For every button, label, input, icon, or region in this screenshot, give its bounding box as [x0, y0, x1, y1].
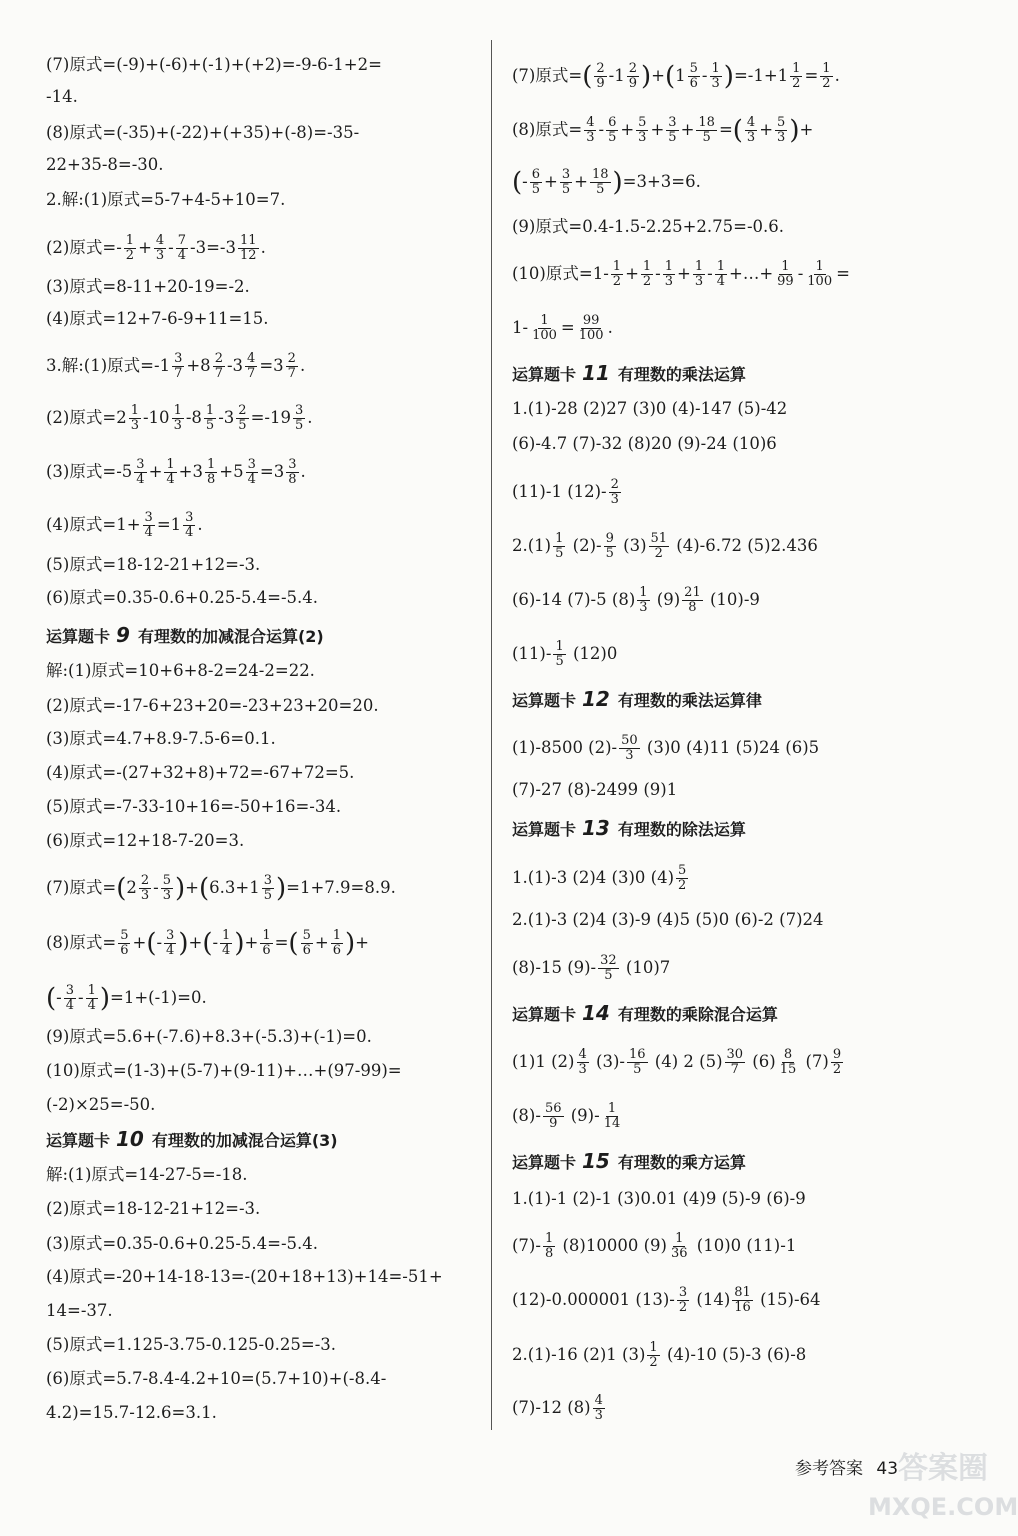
answer-line: 2.解:(1)原式=5-7+4-5+10=7.	[46, 190, 286, 209]
answer-line: (4)原式=-20+14-18-13=-(20+18+13)+14=-51+	[46, 1267, 443, 1286]
fraction: $\frac{5}{6}$	[120, 928, 129, 958]
section-heading: 运算题卡 9 有理数的加减混合运算(2)	[46, 623, 324, 647]
answer-line: (3)原式=8-11+20-19=-2.	[46, 277, 250, 296]
fraction: $\frac{5}{6}$	[689, 61, 698, 91]
fraction: $\frac{4}{3}$	[746, 115, 756, 145]
fraction: $\frac{1}{4}$	[166, 457, 175, 487]
answer-line: (6)原式=0.35-0.6+0.25-5.4=-5.4.	[46, 588, 319, 607]
page-number: 43	[876, 1459, 899, 1479]
fraction: $\frac{1}{3}$	[694, 259, 704, 289]
fraction: $\frac{1}{100}$	[532, 313, 557, 343]
section-heading: 运算题卡 12 有理数的乘法运算律	[512, 687, 762, 711]
fraction: $\frac{5}{3}$	[638, 115, 647, 145]
fraction: $\frac{51}{2}$	[650, 531, 668, 561]
answer-line: (4)原式=-(27+32+8)+72=-67+72=5.	[46, 763, 355, 782]
fraction: $\frac{1}{99}$	[777, 259, 794, 289]
fraction: $\frac{1}{5}$	[205, 403, 215, 433]
answer-line: (12)-0.000001 (13)- $\frac{3}{2}$ (14) $\frac{81}{16}$ (15)-64	[512, 1285, 821, 1315]
answer-line: 1.(1)-3 (2)4 (3)0 (4) $\frac{5}{2}$	[512, 863, 687, 893]
fraction: $\frac{8}{15}$	[779, 1047, 797, 1077]
section-heading: 运算题卡 13 有理数的除法运算	[512, 816, 746, 840]
answer-line: 3.解:(1)原式=-1 $\frac{3}{7}$ +8 $\frac{2}{7}$ -3 $\frac{4}{7}$ =3 $\frac{2}{7}$ .	[46, 351, 306, 381]
fraction: $\frac{1}{2}$	[612, 259, 622, 289]
answer-line: (- $\frac{6}{5}$ + $\frac{3}{5}$ + $\frac{18}{5}$ )=3+3=6.	[512, 167, 701, 198]
section-heading: 运算题卡 11 有理数的乘法运算	[512, 361, 746, 385]
answer-line: (1)1 (2) $\frac{4}{3}$ (3)- $\frac{16}{5}$ (4) 2 (5) $\frac{30}{7}$ (6) $\frac{8}{15}$ (7) $\frac{9}{2}$	[512, 1047, 842, 1077]
section-heading: 运算题卡 10 有理数的加减混合运算(3)	[46, 1127, 338, 1151]
fraction: $\frac{5}{2}$	[678, 863, 687, 893]
fraction: $\frac{5}{6}$	[302, 928, 311, 958]
answer-line: (8)原式= $\frac{4}{3}$ - $\frac{6}{5}$ + $\frac{5}{3}$ + $\frac{3}{5}$ + $\frac{18}{5}$ =( $\frac{4}{3}$ + $\frac{5}{3}$ )+	[512, 115, 814, 146]
fraction: $\frac{3}{5}$	[263, 873, 272, 903]
answer-line: (8)- $\frac{56}{9}$ (9)- $\frac{1}{14}$	[512, 1101, 621, 1131]
answer-line: (8)原式= $\frac{5}{6}$ +(- $\frac{3}{4}$ )+(- $\frac{1}{4}$ )+ $\frac{1}{6}$ =( $\frac{5}{6}$ + $\frac{1}{6}$ )+	[46, 928, 369, 959]
fraction: $\frac{1}{100}$	[807, 259, 833, 289]
fraction: $\frac{2}{7}$	[214, 351, 223, 381]
answer-line: (7)原式=(2 $\frac{2}{3}$ - $\frac{5}{3}$ )+(6.3+1 $\frac{3}{5}$ )=1+7.9=8.9.	[46, 873, 396, 904]
answer-line: (7)- $\frac{1}{8}$ (8)10000 (9) $\frac{1}{36}$ (10)0 (11)-1	[512, 1231, 797, 1261]
answer-line: (2)原式=2 $\frac{1}{3}$ -10 $\frac{1}{3}$ -8 $\frac{1}{5}$ -3 $\frac{2}{5}$ =-19 $\frac{3}{5}$ .	[46, 403, 313, 433]
fraction: $\frac{1}{2}$	[649, 1340, 658, 1370]
fraction: $\frac{2}{3}$	[610, 477, 619, 507]
answer-line: (6)-14 (7)-5 (8) $\frac{1}{3}$ (9) $\frac{21}{8}$ (10)-9	[512, 585, 760, 615]
answer-line: (4)原式=1+ $\frac{3}{4}$ =1 $\frac{3}{4}$ .	[46, 510, 203, 540]
fraction: $\frac{5}{3}$	[162, 873, 171, 903]
column-divider	[491, 40, 492, 1430]
answer-line: (7)-27 (8)-2499 (9)1	[512, 780, 678, 799]
fraction: $\frac{3}{4}$	[247, 457, 256, 487]
answer-line: (6)原式=5.7-8.4-4.2+10=(5.7+10)+(-8.4-	[46, 1369, 387, 1388]
answer-line: 解:(1)原式=10+6+8-2=24-2=22.	[46, 661, 315, 680]
fraction: $\frac{56}{9}$	[544, 1101, 562, 1131]
fraction: $\frac{3}{7}$	[174, 351, 183, 381]
answer-line: (10)原式=1- $\frac{1}{2}$ + $\frac{1}{2}$ - $\frac{1}{3}$ + $\frac{1}{3}$ - $\frac{1}{4}$ +…+ $\frac{1}{99}$ - $\frac{1}{100}$ =	[512, 259, 850, 289]
answer-line: (8)-15 (9)- $\frac{32}{5}$ (10)7	[512, 953, 671, 983]
fraction: $\frac{50}{3}$	[621, 733, 638, 763]
answer-line: (2)原式=18-12-21+12=-3.	[46, 1199, 261, 1218]
watermark: 答案圈 MXQE.COM	[868, 1451, 1018, 1521]
answer-line: (1)-8500 (2)- $\frac{50}{3}$ (3)0 (4)11 (5)24 (6)5	[512, 733, 820, 763]
fraction: $\frac{6}{5}$	[531, 167, 541, 197]
fraction: $\frac{1}{2}$	[642, 259, 652, 289]
answer-line: 2.(1)-16 (2)1 (3) $\frac{1}{2}$ (4)-10 (5)-3 (6)-8	[512, 1340, 807, 1370]
fraction: $\frac{18}{5}$	[698, 115, 715, 145]
answer-line: 2.(1) $\frac{1}{5}$ (2)- $\frac{9}{5}$ (3) $\frac{51}{2}$ (4)-6.72 (5)2.436	[512, 531, 818, 561]
answer-line: (7)-12 (8) $\frac{4}{3}$	[512, 1393, 603, 1423]
answer-line: (-2)×25=-50.	[46, 1095, 156, 1114]
fraction: $\frac{2}{7}$	[287, 351, 296, 381]
answer-line: 14=-37.	[46, 1301, 113, 1320]
fraction: $\frac{3}{4}$	[65, 983, 75, 1013]
answer-line: (3)原式=0.35-0.6+0.25-5.4=-5.4.	[46, 1234, 319, 1253]
fraction: $\frac{1}{6}$	[262, 928, 271, 958]
answer-line: (11)-1 (12)- $\frac{2}{3}$	[512, 477, 619, 507]
fraction: $\frac{5}{3}$	[777, 115, 786, 145]
fraction: $\frac{3}{4}$	[185, 510, 194, 540]
section-heading: 运算题卡 14 有理数的乘除混合运算	[512, 1001, 778, 1025]
fraction: $\frac{30}{7}$	[726, 1047, 744, 1077]
answer-line: (9)原式=0.4-1.5-2.25+2.75=-0.6.	[512, 217, 785, 236]
fraction: $\frac{3}{5}$	[294, 403, 304, 433]
answer-line: (4)原式=12+7-6-9+11=15.	[46, 309, 269, 328]
answer-line: (3)原式=-5 $\frac{3}{4}$ + $\frac{1}{4}$ +3 $\frac{1}{8}$ +5 $\frac{3}{4}$ =3 $\frac{3}{8}$ .	[46, 457, 306, 487]
section-heading: 运算题卡 15 有理数的乘方运算	[512, 1149, 746, 1173]
fraction: $\frac{1}{6}$	[332, 928, 341, 958]
fraction: $\frac{1}{8}$	[207, 457, 216, 487]
fraction: $\frac{3}{2}$	[678, 1285, 688, 1315]
answer-line: -14.	[46, 87, 78, 106]
fraction: $\frac{3}{5}$	[668, 115, 677, 145]
answer-line: 1.(1)-28 (2)27 (3)0 (4)-147 (5)-42	[512, 399, 788, 418]
fraction: $\frac{1}{5}$	[555, 531, 564, 561]
fraction: $\frac{81}{16}$	[734, 1285, 751, 1315]
answer-line: (2)原式=-17-6+23+20=-23+23+20=20.	[46, 696, 379, 715]
fraction: $\frac{1}{3}$	[639, 585, 648, 615]
fraction: $\frac{32}{5}$	[600, 953, 617, 983]
answer-line: 22+35-8=-30.	[46, 155, 164, 174]
fraction: $\frac{7}{4}$	[177, 233, 187, 263]
fraction: $\frac{2}{9}$	[628, 61, 637, 91]
fraction: $\frac{4}{3}$	[586, 115, 595, 145]
fraction: $\frac{1}{14}$	[603, 1101, 621, 1131]
fraction: $\frac{16}{5}$	[628, 1047, 646, 1077]
answer-line: (2)原式=- $\frac{1}{2}$ + $\frac{4}{3}$ - $\frac{7}{4}$ -3=-3 $\frac{11}{12}$ .	[46, 233, 266, 263]
fraction: $\frac{3}{5}$	[561, 167, 571, 197]
answer-line: (7)原式=(-9)+(-6)+(-1)+(+2)=-9-6-1+2=	[46, 55, 382, 74]
fraction: $\frac{1}{2}$	[792, 61, 801, 91]
fraction: $\frac{4}{3}$	[594, 1393, 603, 1423]
fraction: $\frac{1}{36}$	[670, 1231, 688, 1261]
fraction: $\frac{2}{9}$	[596, 61, 605, 91]
answer-line: (- $\frac{3}{4}$ - $\frac{1}{4}$ )=1+(-1)=0.	[46, 983, 207, 1014]
fraction: $\frac{11}{12}$	[240, 233, 257, 263]
answer-line: (3)原式=4.7+8.9-7.5-6=0.1.	[46, 729, 276, 748]
answer-line: 1- $\frac{1}{100}$ = $\frac{99}{100}$ .	[512, 313, 613, 343]
answer-line: 4.2)=15.7-12.6=3.1.	[46, 1403, 217, 1422]
fraction: $\frac{9}{5}$	[605, 531, 614, 561]
answer-line: (6)-4.7 (7)-32 (8)20 (9)-24 (10)6	[512, 434, 777, 453]
fraction: $\frac{4}{3}$	[155, 233, 165, 263]
answer-line: 解:(1)原式=14-27-5=-18.	[46, 1165, 248, 1184]
fraction: $\frac{1}{4}$	[222, 928, 231, 958]
fraction: $\frac{18}{5}$	[591, 167, 609, 197]
answer-line: (7)原式=( $\frac{2}{9}$ -1 $\frac{2}{9}$ )+(1 $\frac{5}{6}$ - $\frac{1}{3}$ )=-1+1 $\frac{1}{2}$ = $\frac{1}{2}$ .	[512, 61, 840, 92]
fraction: $\frac{9}{2}$	[832, 1047, 842, 1077]
fraction: $\frac{1}{4}$	[87, 983, 96, 1013]
fraction: $\frac{21}{8}$	[684, 585, 701, 615]
fraction: $\frac{6}{5}$	[608, 115, 617, 145]
answer-line: (5)原式=1.125-3.75-0.125-0.25=-3.	[46, 1335, 337, 1354]
fraction: $\frac{1}{3}$	[173, 403, 182, 433]
fraction: $\frac{3}{4}$	[166, 928, 175, 958]
fraction: $\frac{3}{4}$	[144, 510, 153, 540]
answer-line: (10)原式=(1-3)+(5-7)+(9-11)+…+(97-99)=	[46, 1061, 402, 1080]
fraction: $\frac{4}{7}$	[247, 351, 256, 381]
answer-line: (6)原式=12+18-7-20=3.	[46, 831, 245, 850]
fraction: $\frac{1}{3}$	[711, 61, 720, 91]
fraction: $\frac{1}{2}$	[822, 61, 831, 91]
fraction: $\frac{1}{3}$	[130, 403, 139, 433]
answer-line: (5)原式=-7-33-10+16=-50+16=-34.	[46, 797, 342, 816]
fraction: $\frac{2}{3}$	[140, 873, 150, 903]
answer-line: (9)原式=5.6+(-7.6)+8.3+(-5.3)+(-1)=0.	[46, 1027, 372, 1046]
fraction: $\frac{4}{3}$	[578, 1047, 587, 1077]
fraction: $\frac{1}{8}$	[544, 1231, 554, 1261]
fraction: $\frac{1}{2}$	[125, 233, 135, 263]
footer-label: 参考答案	[795, 1459, 863, 1479]
fraction: $\frac{1}{5}$	[555, 639, 564, 669]
fraction: $\frac{99}{100}$	[578, 313, 604, 343]
answer-line: 2.(1)-3 (2)4 (3)-9 (4)5 (5)0 (6)-2 (7)24	[512, 910, 824, 929]
fraction: $\frac{1}{4}$	[716, 259, 725, 289]
answer-line: (5)原式=18-12-21+12=-3.	[46, 555, 261, 574]
fraction: $\frac{1}{3}$	[664, 259, 674, 289]
answer-line: (11)- $\frac{1}{5}$ (12)0	[512, 639, 618, 669]
answer-line: 1.(1)-1 (2)-1 (3)0.01 (4)9 (5)-9 (6)-9	[512, 1189, 806, 1208]
answer-line: (8)原式=(-35)+(-22)+(+35)+(-8)=-35-	[46, 123, 360, 142]
fraction: $\frac{3}{8}$	[288, 457, 297, 487]
fraction: $\frac{2}{5}$	[238, 403, 247, 433]
fraction: $\frac{3}{4}$	[136, 457, 145, 487]
